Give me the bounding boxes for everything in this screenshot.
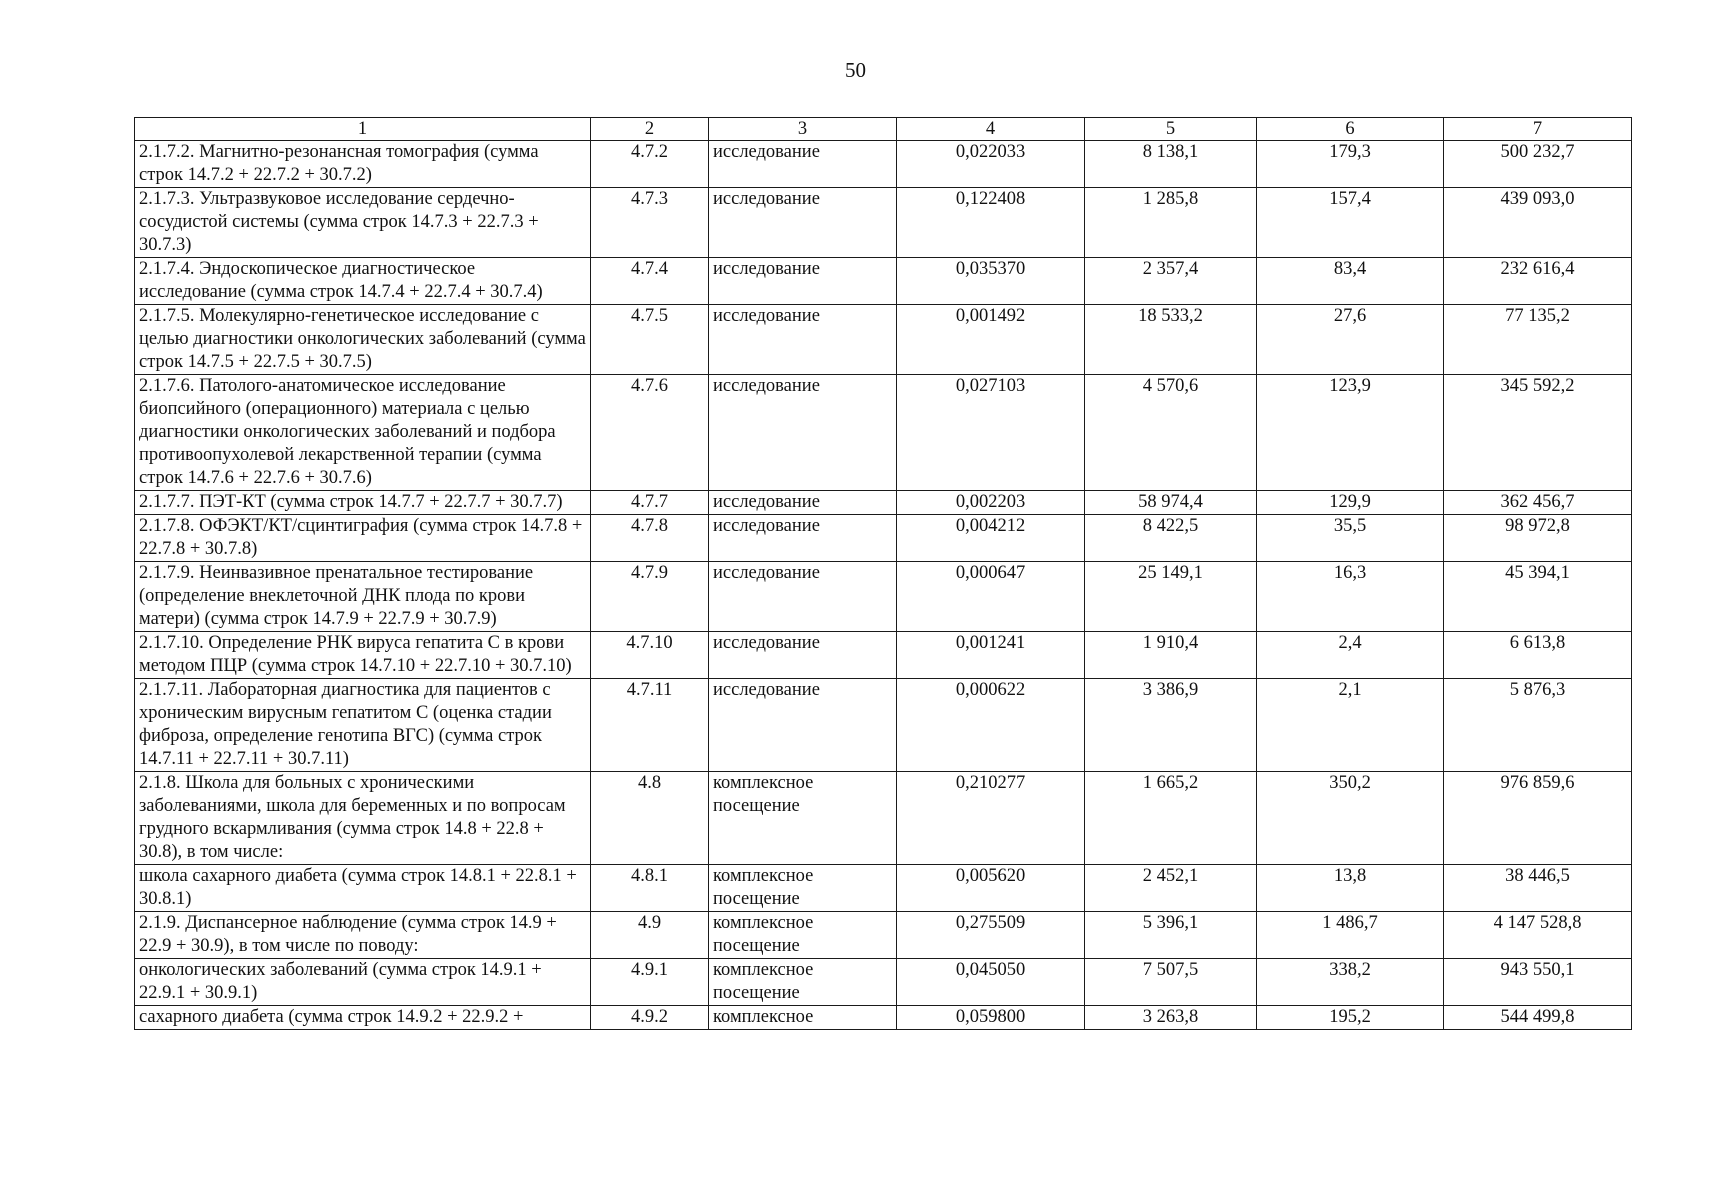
cell-unit: комплексное посещение xyxy=(709,772,897,865)
cell-col6: 2,4 xyxy=(1257,632,1444,679)
cell-col5: 18 533,2 xyxy=(1085,305,1257,375)
table-row xyxy=(135,562,1632,632)
cell-name: 2.1.7.7. ПЭТ-КТ (сумма строк 14.7.7 + 22.7.7 + 30.7.7) xyxy=(135,491,591,515)
cell-col5: 3 263,8 xyxy=(1085,1006,1257,1030)
cell-col6: 16,3 xyxy=(1257,562,1444,632)
cell-col6: 157,4 xyxy=(1257,188,1444,258)
cell-col5: 25 149,1 xyxy=(1085,562,1257,632)
cell-col6: 179,3 xyxy=(1257,141,1444,188)
cell-col6: 123,9 xyxy=(1257,375,1444,491)
cell-code: 4.7.10 xyxy=(591,632,709,679)
column-header: 6 xyxy=(1257,118,1444,141)
cell-col5: 2 452,1 xyxy=(1085,865,1257,912)
data-table xyxy=(134,117,1632,1030)
cell-col4: 0,027103 xyxy=(897,375,1085,491)
cell-name: 2.1.7.8. ОФЭКТ/КТ/сцинтиграфия (сумма строк 14.7.8 + 22.7.8 + 30.7.8) xyxy=(135,515,591,562)
cell-name: 2.1.7.6. Патолого-анатомическое исследование биопсийного (операционного) материала с целью диагностики онкологических заболеваний и подбора противоопухолевой лекарственной терапии (сумма строк 14.7.6 + 22.7.6 + 30.7.6) xyxy=(135,375,591,491)
cell-col5: 5 396,1 xyxy=(1085,912,1257,959)
table-row xyxy=(135,515,1632,562)
table-body xyxy=(135,141,1632,1030)
cell-name: 2.1.7.4. Эндоскопическое диагностическое исследование (сумма строк 14.7.4 + 22.7.4 + 30.7.4) xyxy=(135,258,591,305)
cell-col5: 3 386,9 xyxy=(1085,679,1257,772)
cell-col7: 38 446,5 xyxy=(1444,865,1632,912)
cell-col5: 4 570,6 xyxy=(1085,375,1257,491)
cell-col7: 544 499,8 xyxy=(1444,1006,1632,1030)
cell-col7: 232 616,4 xyxy=(1444,258,1632,305)
cell-col7: 976 859,6 xyxy=(1444,772,1632,865)
cell-col6: 13,8 xyxy=(1257,865,1444,912)
cell-code: 4.7.6 xyxy=(591,375,709,491)
column-header: 5 xyxy=(1085,118,1257,141)
cell-col4: 0,035370 xyxy=(897,258,1085,305)
cell-code: 4.9 xyxy=(591,912,709,959)
cell-name: онкологических заболеваний (сумма строк 14.9.1 + 22.9.1 + 30.9.1) xyxy=(135,959,591,1006)
cell-col4: 0,001241 xyxy=(897,632,1085,679)
cell-col6: 195,2 xyxy=(1257,1006,1444,1030)
cell-name: 2.1.7.9. Неинвазивное пренатальное тестирование (определение внеклеточной ДНК плода по крови матери) (сумма строк 14.7.9 + 22.7.9 + 30.7.9) xyxy=(135,562,591,632)
cell-name: 2.1.7.2. Магнитно-резонансная томография (сумма строк 14.7.2 + 22.7.2 + 30.7.2) xyxy=(135,141,591,188)
cell-col5: 1 910,4 xyxy=(1085,632,1257,679)
cell-col7: 45 394,1 xyxy=(1444,562,1632,632)
cell-unit: комплексное посещение xyxy=(709,959,897,1006)
cell-col5: 1 665,2 xyxy=(1085,772,1257,865)
cell-col7: 77 135,2 xyxy=(1444,305,1632,375)
cell-code: 4.7.9 xyxy=(591,562,709,632)
cell-code: 4.7.4 xyxy=(591,258,709,305)
cell-name: сахарного диабета (сумма строк 14.9.2 + 22.9.2 + xyxy=(135,1006,591,1030)
cell-unit: исследование xyxy=(709,679,897,772)
cell-unit: исследование xyxy=(709,141,897,188)
table-row xyxy=(135,772,1632,865)
cell-code: 4.7.3 xyxy=(591,188,709,258)
cell-col7: 98 972,8 xyxy=(1444,515,1632,562)
cell-col5: 7 507,5 xyxy=(1085,959,1257,1006)
cell-unit: исследование xyxy=(709,188,897,258)
cell-code: 4.8 xyxy=(591,772,709,865)
cell-col6: 1 486,7 xyxy=(1257,912,1444,959)
cell-unit: исследование xyxy=(709,515,897,562)
cell-col6: 83,4 xyxy=(1257,258,1444,305)
cell-name: 2.1.9. Диспансерное наблюдение (сумма строк 14.9 + 22.9 + 30.9), в том числе по поводу: xyxy=(135,912,591,959)
cell-col4: 0,005620 xyxy=(897,865,1085,912)
cell-col7: 4 147 528,8 xyxy=(1444,912,1632,959)
cell-unit: комплексное посещение xyxy=(709,912,897,959)
column-header: 1 xyxy=(135,118,591,141)
cell-col6: 35,5 xyxy=(1257,515,1444,562)
cell-col4: 0,022033 xyxy=(897,141,1085,188)
cell-name: 2.1.7.5. Молекулярно-генетическое исследование с целью диагностики онкологических заболеваний (сумма строк 14.7.5 + 22.7.5 + 30.7.5) xyxy=(135,305,591,375)
cell-unit: комплексное посещение xyxy=(709,865,897,912)
cell-name: 2.1.7.3. Ультразвуковое исследование сердечно-сосудистой системы (сумма строк 14.7.3 + 22.7.3 + 30.7.3) xyxy=(135,188,591,258)
cell-col6: 338,2 xyxy=(1257,959,1444,1006)
cell-col7: 943 550,1 xyxy=(1444,959,1632,1006)
cell-unit: исследование xyxy=(709,632,897,679)
cell-col4: 0,002203 xyxy=(897,491,1085,515)
table-row xyxy=(135,258,1632,305)
cell-col4: 0,275509 xyxy=(897,912,1085,959)
cell-unit: исследование xyxy=(709,491,897,515)
cell-col4: 0,045050 xyxy=(897,959,1085,1006)
cell-col7: 500 232,7 xyxy=(1444,141,1632,188)
cell-code: 4.9.1 xyxy=(591,959,709,1006)
table-row xyxy=(135,679,1632,772)
cell-col5: 58 974,4 xyxy=(1085,491,1257,515)
table-row xyxy=(135,959,1632,1006)
cell-unit: комплексное xyxy=(709,1006,897,1030)
cell-col7: 6 613,8 xyxy=(1444,632,1632,679)
cell-col5: 8 138,1 xyxy=(1085,141,1257,188)
column-header: 4 xyxy=(897,118,1085,141)
cell-col7: 345 592,2 xyxy=(1444,375,1632,491)
cell-unit: исследование xyxy=(709,562,897,632)
cell-col4: 0,059800 xyxy=(897,1006,1085,1030)
cell-col6: 350,2 xyxy=(1257,772,1444,865)
table-row xyxy=(135,865,1632,912)
cell-code: 4.7.5 xyxy=(591,305,709,375)
page-number: 50 xyxy=(845,58,866,82)
cell-col4: 0,000622 xyxy=(897,679,1085,772)
table-row xyxy=(135,141,1632,188)
cell-col4: 0,122408 xyxy=(897,188,1085,258)
cell-unit: исследование xyxy=(709,258,897,305)
cell-name: 2.1.7.11. Лабораторная диагностика для пациентов с хроническим вирусным гепатитом С (оценка стадии фиброза, определение генотипа ВГС) (сумма строк 14.7.11 + 22.7.11 + 30.7.11) xyxy=(135,679,591,772)
cell-col6: 27,6 xyxy=(1257,305,1444,375)
table-row xyxy=(135,632,1632,679)
cell-name: 2.1.7.10. Определение РНК вируса гепатита С в крови методом ПЦР (сумма строк 14.7.10 + 22.7.10 + 30.7.10) xyxy=(135,632,591,679)
cell-name: 2.1.8. Школа для больных с хроническими заболеваниями, школа для беременных и по вопросам грудного вскармливания (сумма строк 14.8 + 22.8 + 30.8), в том числе: xyxy=(135,772,591,865)
cell-col5: 2 357,4 xyxy=(1085,258,1257,305)
table-row xyxy=(135,912,1632,959)
cell-col4: 0,001492 xyxy=(897,305,1085,375)
table-row xyxy=(135,188,1632,258)
column-header: 2 xyxy=(591,118,709,141)
table-row xyxy=(135,305,1632,375)
cell-col4: 0,210277 xyxy=(897,772,1085,865)
column-header: 7 xyxy=(1444,118,1632,141)
cell-col4: 0,000647 xyxy=(897,562,1085,632)
table-row xyxy=(135,1006,1632,1030)
cell-code: 4.9.2 xyxy=(591,1006,709,1030)
column-header: 3 xyxy=(709,118,897,141)
cell-code: 4.7.8 xyxy=(591,515,709,562)
table-row xyxy=(135,491,1632,515)
table-row xyxy=(135,375,1632,491)
cell-unit: исследование xyxy=(709,375,897,491)
cell-name: школа сахарного диабета (сумма строк 14.8.1 + 22.8.1 + 30.8.1) xyxy=(135,865,591,912)
cell-code: 4.7.11 xyxy=(591,679,709,772)
header-row xyxy=(135,118,1632,141)
cell-code: 4.8.1 xyxy=(591,865,709,912)
cell-col6: 129,9 xyxy=(1257,491,1444,515)
cell-col7: 439 093,0 xyxy=(1444,188,1632,258)
cell-col4: 0,004212 xyxy=(897,515,1085,562)
cell-col7: 5 876,3 xyxy=(1444,679,1632,772)
cell-code: 4.7.7 xyxy=(591,491,709,515)
cell-col5: 8 422,5 xyxy=(1085,515,1257,562)
cell-code: 4.7.2 xyxy=(591,141,709,188)
cell-col6: 2,1 xyxy=(1257,679,1444,772)
cell-col5: 1 285,8 xyxy=(1085,188,1257,258)
cell-unit: исследование xyxy=(709,305,897,375)
cell-col7: 362 456,7 xyxy=(1444,491,1632,515)
